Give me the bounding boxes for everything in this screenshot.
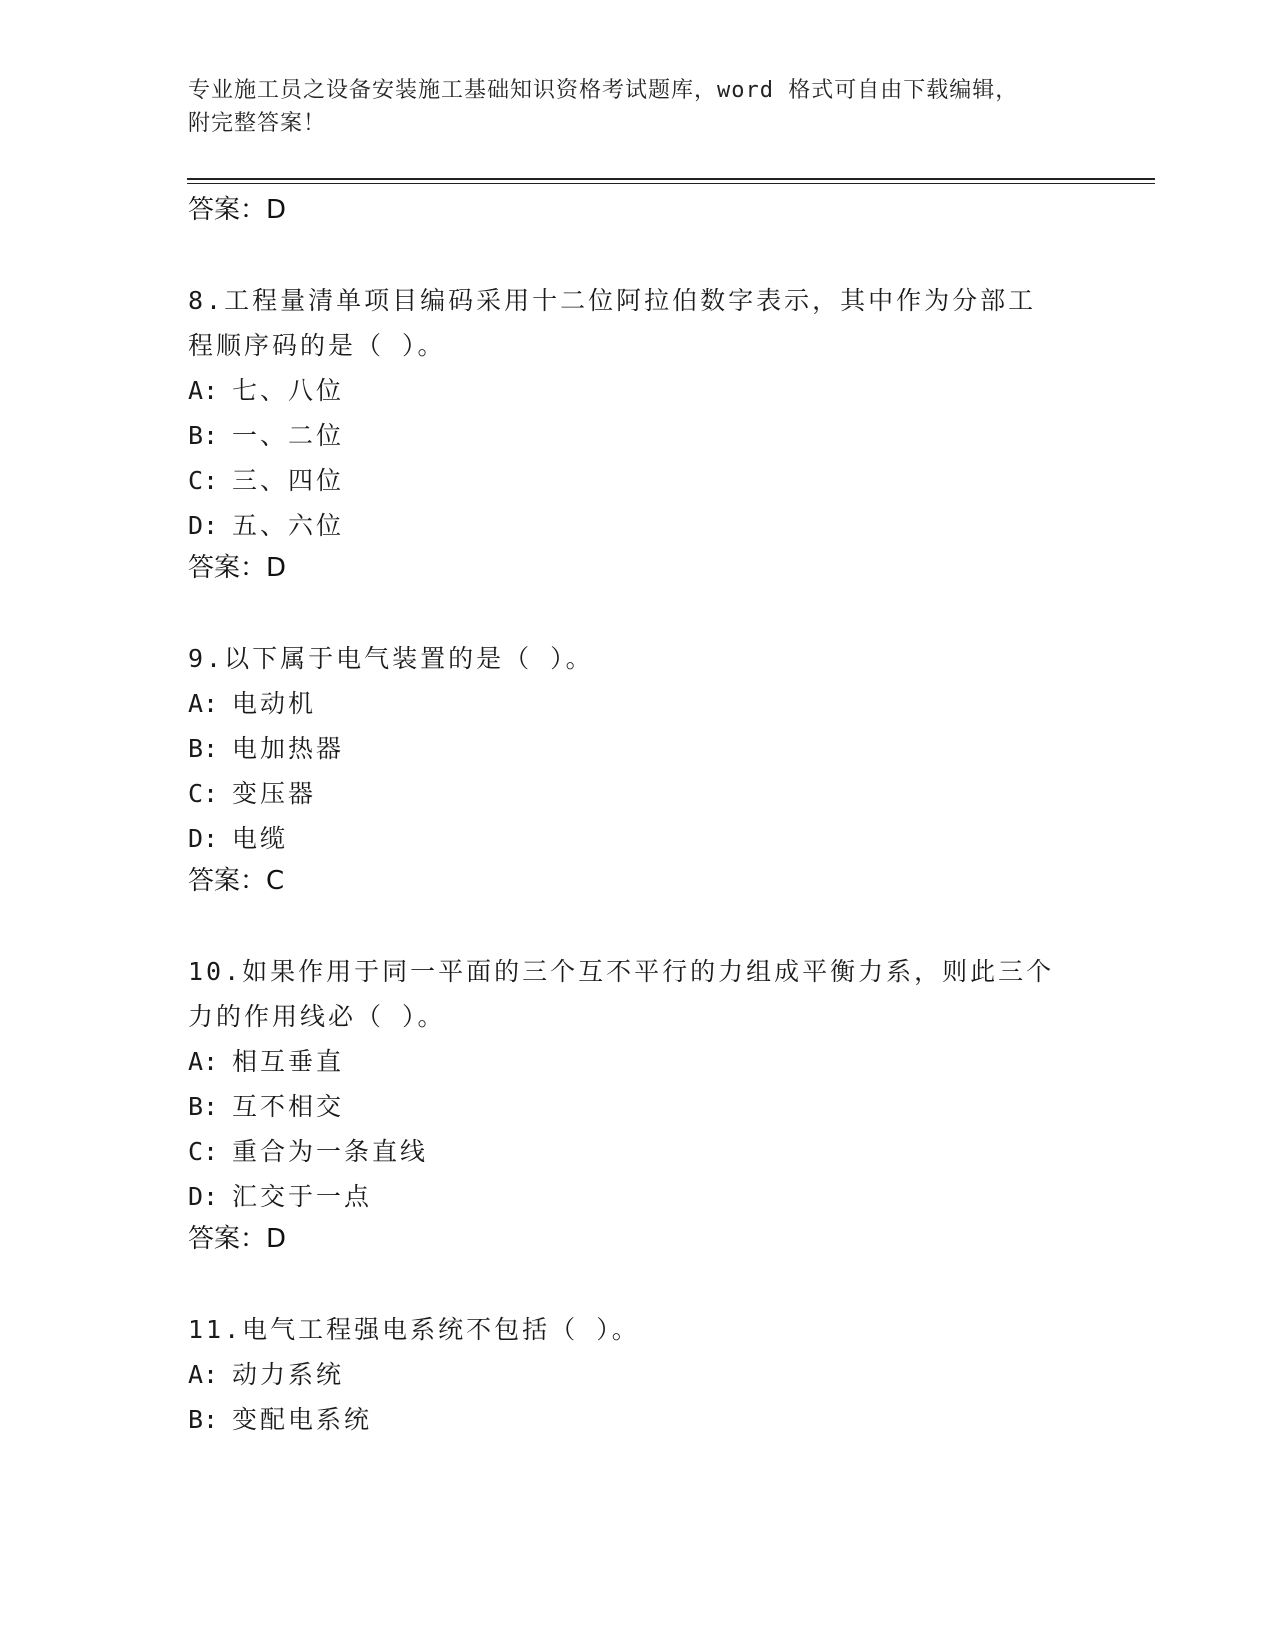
answer-line: 答案：C [188,866,285,896]
option-d [188,1174,1088,1219]
option-b [188,1397,1088,1442]
option-text: 电缆 [232,824,289,853]
option-text: 动力系统 [232,1360,345,1389]
option-text: 相互垂直 [232,1047,345,1076]
question-list [188,190,1088,1442]
question-text-line: 8.工程量清单项目编码采用十二位阿拉伯数字表示，其中作为分部工 [188,286,1037,315]
option-b [188,726,1088,771]
option-letter: B: [188,421,219,450]
option-text: 变压器 [232,779,317,808]
option-text: 电动机 [232,689,317,718]
question-block [188,278,1088,588]
option-letter: B: [188,1092,219,1121]
option-text: 一、二位 [232,421,345,450]
option-b [188,1084,1088,1129]
option-letter: C: [188,779,219,808]
option-letter: A: [188,1047,219,1076]
option-letter: A: [188,689,219,718]
option-letter: B: [188,1405,219,1434]
option-letter: C: [188,466,219,495]
option-d [188,503,1088,548]
option-text: 互不相交 [232,1092,345,1121]
option-b [188,413,1088,458]
header-line-2: 附完整答案！ [188,111,327,136]
option-letter: A: [188,1360,219,1389]
header-line-1: 专业施工员之设备安装施工基础知识资格考试题库，word 格式可自由下载编辑， [188,78,1019,103]
option-text: 变配电系统 [232,1405,373,1434]
answer-line: 答案：D [188,195,287,225]
option-text: 汇交于一点 [232,1182,373,1211]
option-text: 重合为一条直线 [232,1137,429,1166]
question-block [188,949,1088,1259]
option-text: 电加热器 [232,734,345,763]
option-letter: B: [188,734,219,763]
option-letter: C: [188,1137,219,1166]
header-divider-thin [187,183,1155,184]
option-d [188,816,1088,861]
option-text: 三、四位 [232,466,345,495]
option-a [188,1352,1088,1397]
question-block [188,636,1088,901]
option-text: 五、六位 [232,511,345,540]
header-divider-thick [187,178,1155,180]
question-text-line: 程顺序码的是（ ）。 [188,331,446,360]
question-text-line: 力的作用线必（ ）。 [188,1002,446,1031]
answer-line: 答案：D [188,1224,287,1254]
option-c [188,1129,1088,1174]
option-a [188,1039,1088,1084]
option-a [188,368,1088,413]
option-text: 七、八位 [232,376,345,405]
option-letter: D: [188,1182,219,1211]
question-text-line: 9.以下属于电气装置的是（ ）。 [188,644,594,673]
option-letter: D: [188,511,219,540]
document-header [188,74,1088,140]
option-c [188,458,1088,503]
option-c [188,771,1088,816]
question-text-line: 11.电气工程强电系统不包括（ ）。 [188,1315,640,1344]
option-letter: A: [188,376,219,405]
question-text-line: 10.如果作用于同一平面的三个互不平行的力组成平衡力系，则此三个 [188,957,1055,986]
option-a [188,681,1088,726]
question-block [188,1307,1088,1442]
option-letter: D: [188,824,219,853]
answer-line: 答案：D [188,553,287,583]
